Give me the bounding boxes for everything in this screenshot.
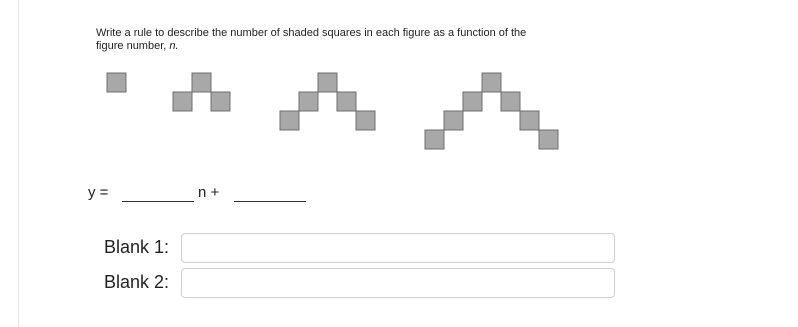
blank-1-label: Blank 1:: [104, 237, 170, 257]
shaded-square: [520, 111, 539, 130]
shaded-square: [463, 92, 482, 111]
shaded-square: [356, 111, 375, 130]
shaded-square: [280, 111, 299, 130]
blank-2-label: Blank 2:: [104, 272, 170, 292]
shaded-square: [425, 130, 444, 149]
prompt-line-2-text: figure number,: [96, 40, 167, 52]
equation-blank-1: [122, 201, 194, 202]
figure-2: [173, 73, 230, 111]
shaded-square: [539, 130, 558, 149]
shaded-square: [173, 92, 192, 111]
shaded-square: [318, 73, 337, 92]
prompt-line-1: Write a rule to describe the number of shaded squares in each figure as a function of the: [96, 27, 527, 39]
prompt-variable-n: n.: [169, 40, 179, 52]
blank-1-input[interactable]: [181, 233, 615, 263]
shaded-square: [107, 73, 126, 92]
equation-n-plus: n +: [198, 184, 220, 201]
figure-1: [107, 73, 126, 92]
shaded-square: [501, 92, 520, 111]
figure-4: [425, 73, 558, 149]
figure-3: [280, 73, 375, 130]
shaded-square: [211, 92, 230, 111]
equation-blank-2: [234, 201, 306, 202]
blank-2-input[interactable]: [181, 268, 615, 298]
equation-y-label: y =: [88, 184, 109, 201]
shaded-square: [299, 92, 318, 111]
shaded-square: [337, 92, 356, 111]
shaded-square: [192, 73, 211, 92]
shaded-square: [444, 111, 463, 130]
shaded-square: [482, 73, 501, 92]
